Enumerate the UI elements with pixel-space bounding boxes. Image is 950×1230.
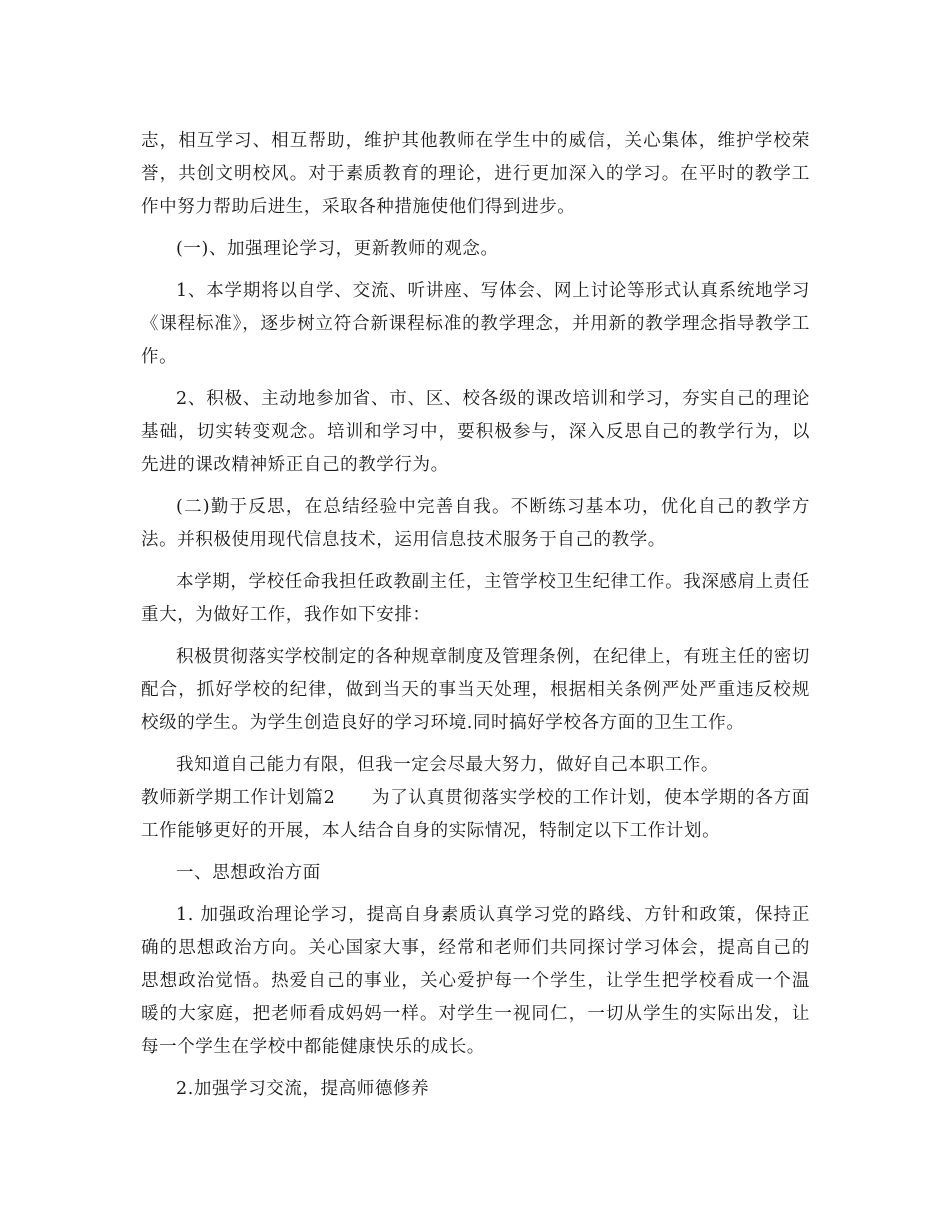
paragraph-1: 志，相互学习、相互帮助，维护其他教师在学生中的威信，关心集体，维护学校荣誉，共创文明校风。对于素质教育的理论，进行更加深入的学习。在平时的教学工作中努力帮助后进生，采取各种措施使他们得到进步。 [141, 131, 810, 217]
paragraph-12: 2.加强学习交流，提高师德修养 [176, 1079, 430, 1099]
paragraph-4: 2、积极、主动地参加省、市、区、校各级的课改培训和学习，夯实自己的理论基础，切实转变观念。培训和学习中，要积极参与，深入反思自己的教学行为，以先进的课改精神矫正自己的教学行为。 [141, 389, 810, 475]
paragraph-8: 我知道自己能力有限，但我一定会尽最大努力，做好自己本职工作。 [176, 755, 719, 775]
paragraph-6: 本学期，学校任命我担任政教副主任，主管学校卫生纪律工作。我深感肩上责任重大，为做好工作，我作如下安排： [141, 572, 810, 625]
section-heading: 一、思想政治方面 [176, 863, 321, 883]
paragraph-7: 积极贯彻落实学校制定的各种规章制度及管理条例，在纪律上，有班主任的密切配合，抓好学校的纪律，做到当天的事当天处理，根据相关条例严处严重违反校规校级的学生。为学生创造良好的学习环境.同时搞好学校各方面的卫生工作。 [141, 647, 810, 733]
paragraph-3: 1、本学期将以自学、交流、听讲座、写体会、网上讨论等形式认真系统地学习《课程标准》，逐步树立符合新课程标准的教学理念，并用新的教学理念指导教学工作。 [141, 281, 810, 367]
paragraph-11: 1. 加强政治理论学习，提高自身素质认真学习党的路线、方针和政策，保持正确的思想政治方向。关心国家大事，经常和老师们共同探讨学习体会，提高自己的思想政治觉悟。热爱自己的事业，关心爱护每一个学生，让学生把学校看成一个温暖的大家庭，把老师看成妈妈一样。对学生一视同仁，一切从学生的实际出发，让每一个学生在学校中都能健康快乐的成长。 [141, 905, 810, 1057]
paragraph-9: 教师新学期工作计划篇2 为了认真贯彻落实学校的工作计划，使本学期的各方面工作能够更好的开展，本人结合自身的实际情况，特制定以下工作计划。 [141, 788, 810, 841]
paragraph-2: (一)、加强理论学习，更新教师的观念。 [176, 239, 499, 259]
paragraph-5: (二)勤于反思，在总结经验中完善自我。不断练习基本功，优化自己的教学方法。并积极使用现代信息技术，运用信息技术服务于自己的教学。 [141, 497, 810, 550]
